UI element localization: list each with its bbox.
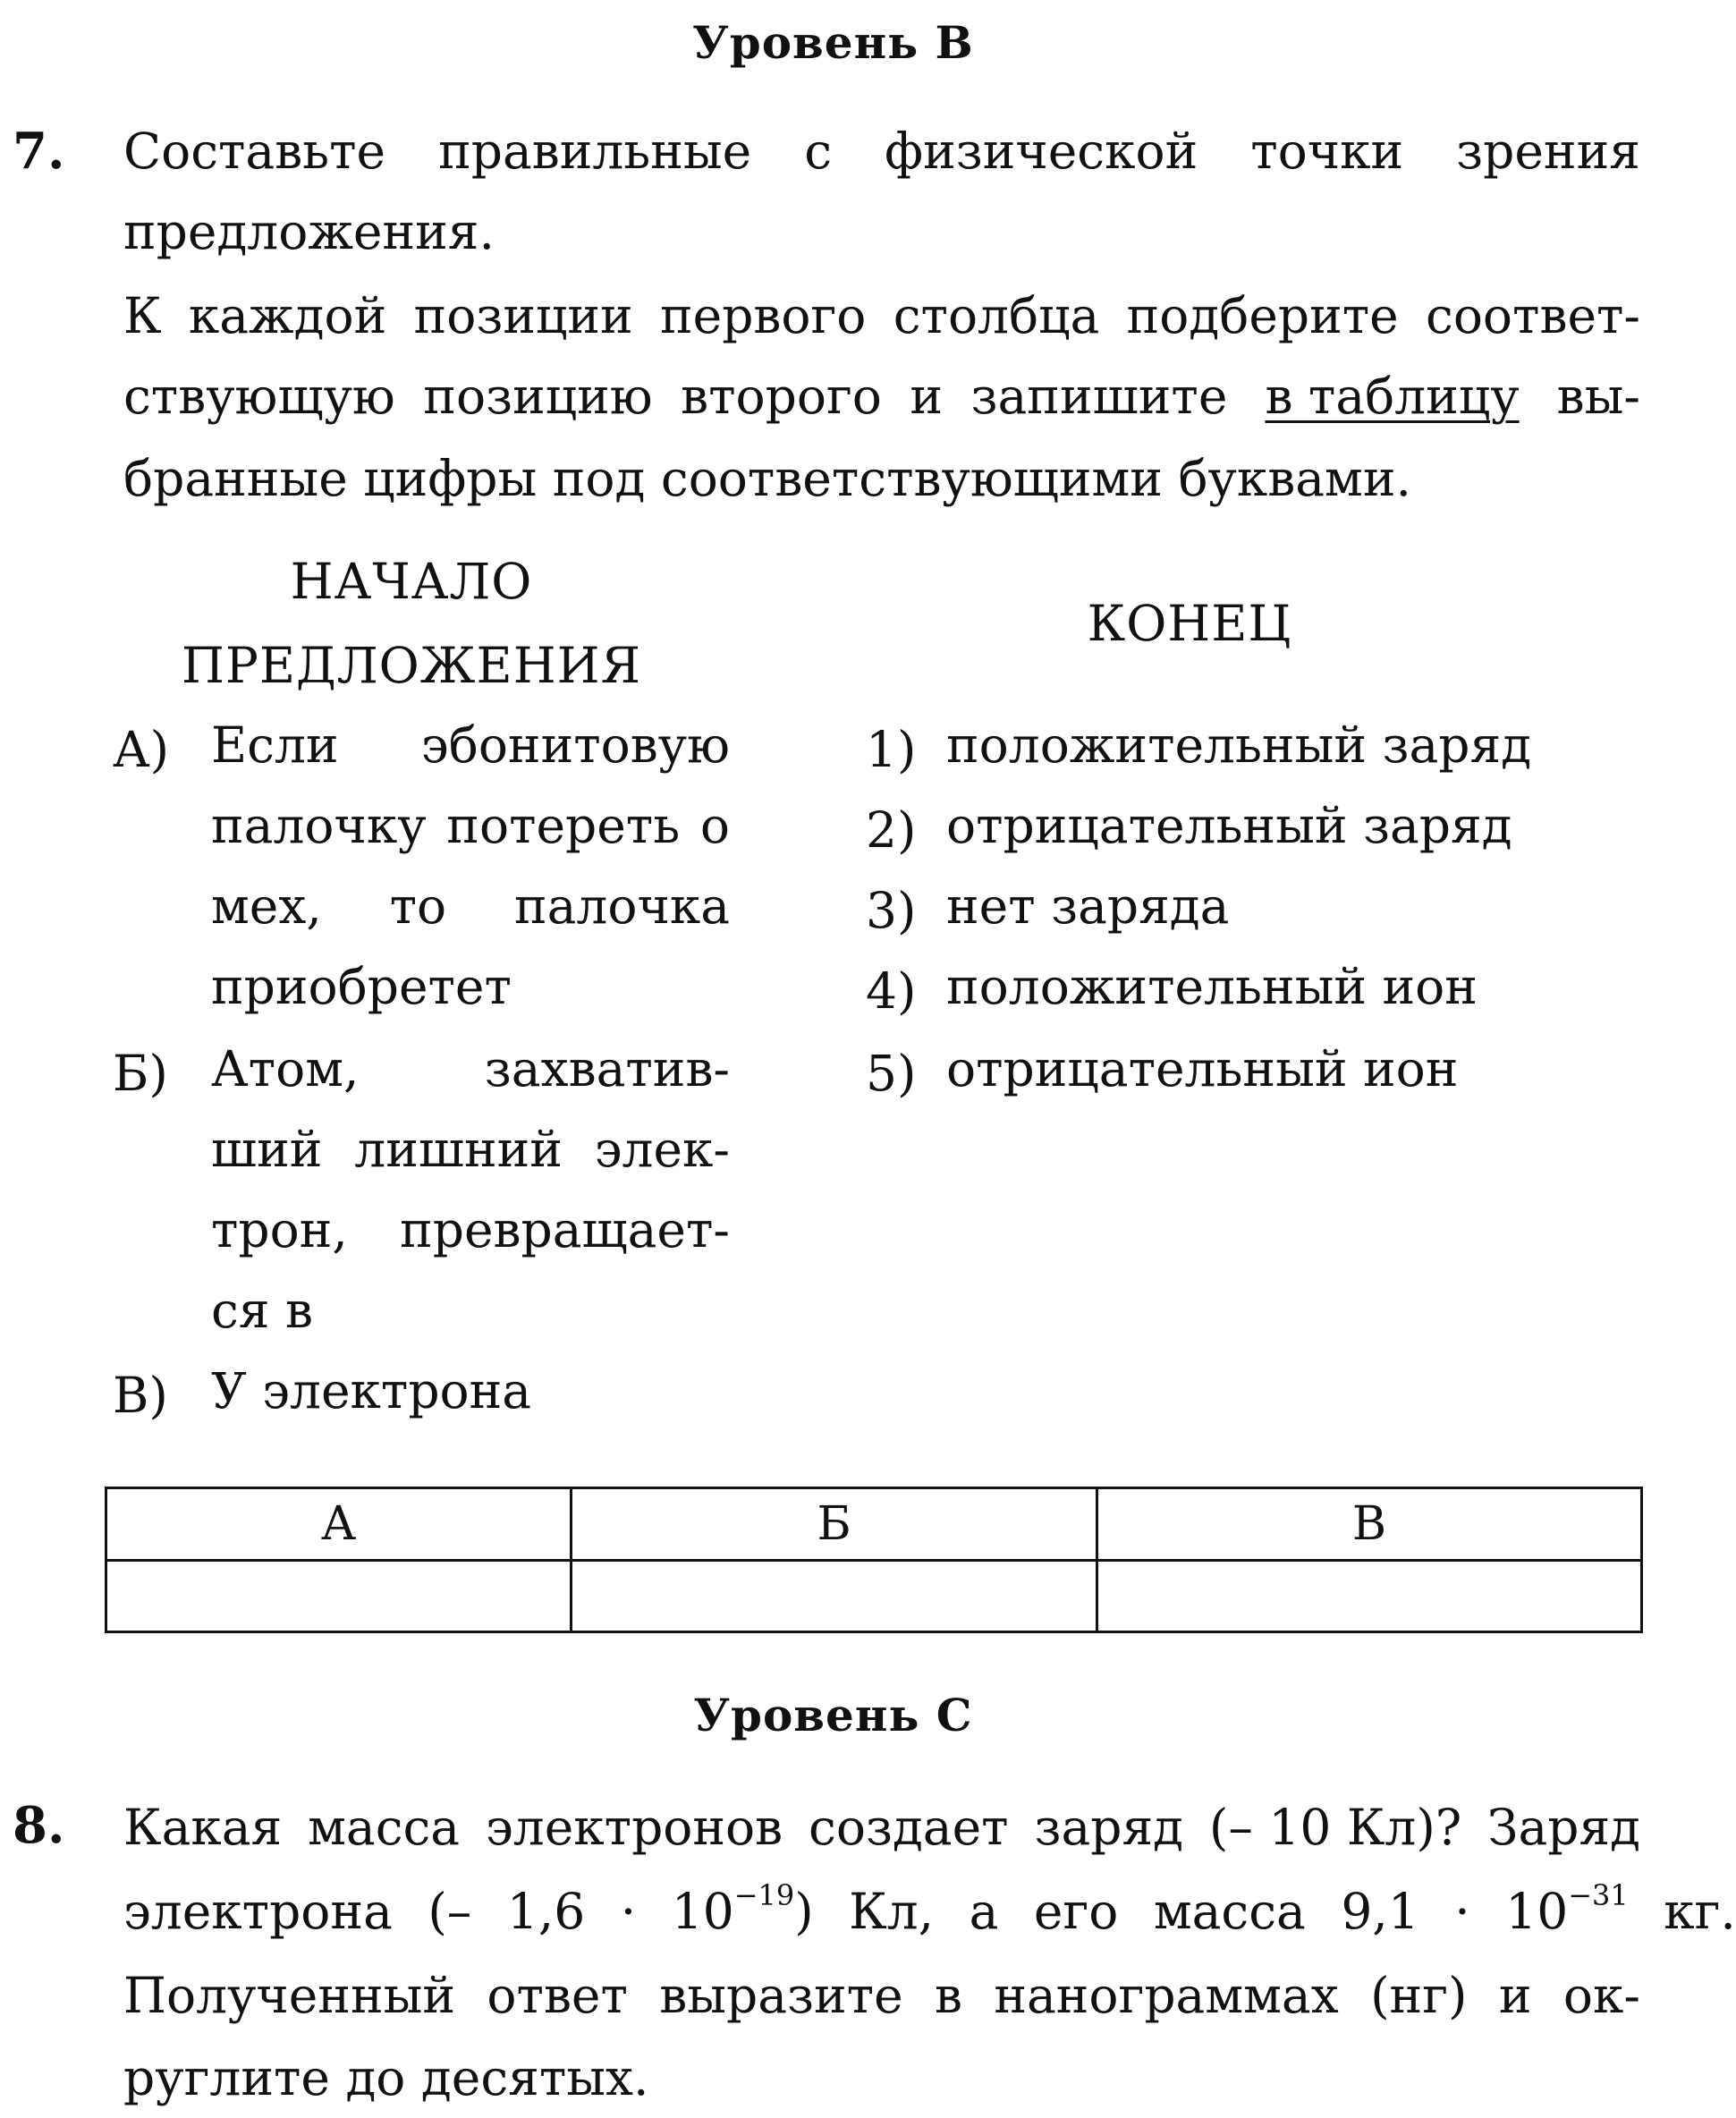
ending-5-number: 5) [866, 1045, 917, 1102]
task-8-line-2: электрона (– $1,6 \cdot 10^{-19}$) Кл, а его масса $9,1 \cdot 10^{-31}$ кг. [123, 1878, 1736, 1940]
start-b-line-2: ший лишний элек- [211, 1121, 730, 1178]
ending-3-text: нет заряда [946, 877, 1230, 935]
start-a-line-4: приобретет [211, 958, 512, 1015]
ending-2-text: отрицательный заряд [946, 797, 1512, 854]
answer-header-a: А [106, 1488, 572, 1561]
start-a-line-1: Если эбонитовую [211, 716, 730, 774]
ending-1-number: 1) [866, 721, 917, 778]
right-column-header: КОНЕЦ [1087, 595, 1292, 652]
answer-cell-a[interactable] [106, 1561, 572, 1632]
exponent-electron-mass: −31 [1568, 1878, 1629, 1912]
left-column-header-line-1: НАЧАЛО [290, 553, 533, 610]
start-b-line-3: трон, превращает- [211, 1201, 730, 1258]
task-7-instruction-line-3: бранные цифры под соответствующими буквами. [123, 450, 1411, 507]
ending-5-text: отрицательный ион [946, 1040, 1459, 1097]
left-column-header-line-2: ПРЕДЛОЖЕНИЯ [181, 637, 642, 694]
task-8-line-3: Полученный ответ выразите в нанограммах (нг) и ок- [123, 1967, 1640, 2024]
task-7-intro-line-1: Составьте правильные с физической точки зрения [123, 123, 1640, 180]
answer-header-b: Б [572, 1488, 1097, 1561]
start-v-line-1: У электрона [211, 1362, 532, 1419]
start-b-line-4: ся в [211, 1282, 313, 1339]
task-7-instruction-line-1: К каждой позиции первого столбца подберите соответ- [123, 287, 1640, 344]
level-b-title: Уровень В [692, 16, 974, 69]
task-8-line-1: Какая масса электронов создает заряд (– 10 Кл)? Заряд [123, 1799, 1640, 1856]
answer-cell-b[interactable] [572, 1561, 1097, 1632]
ending-2-number: 2) [866, 801, 917, 859]
answer-table [105, 1487, 1643, 1633]
ending-3-number: 3) [866, 882, 917, 939]
task-8-number: 8. [13, 1796, 65, 1855]
level-c-title: Уровень С [693, 1689, 973, 1741]
task-7-instruction-line-2: ствующую позицию второго и запишите в таблицу вы- [123, 368, 1640, 425]
answer-table-value-row [106, 1561, 1642, 1632]
answer-table-header-row [106, 1488, 1642, 1561]
answer-cell-v[interactable] [1097, 1561, 1642, 1632]
answer-header-v: В [1097, 1488, 1642, 1561]
task-8-line-4: руглите до десятых. [123, 2049, 649, 2106]
task-7-number: 7. [13, 122, 65, 181]
ending-4-number: 4) [866, 962, 917, 1020]
start-a-line-2: палочку потереть о [211, 797, 730, 854]
start-a-letter: А) [113, 721, 170, 778]
start-b-line-1: Атом, захватив- [211, 1040, 730, 1097]
ending-4-text: положительный ион [946, 958, 1478, 1015]
start-b-letter: Б) [113, 1045, 168, 1102]
start-v-letter: В) [113, 1367, 168, 1424]
start-a-line-3: мех, то палочка [211, 877, 730, 935]
exponent-electron-charge: −19 [733, 1878, 795, 1912]
task-7-intro-line-2: предложения. [123, 203, 495, 260]
underlined-table-ref: в таблицу [1265, 368, 1520, 425]
ending-1-text: положительный заряд [946, 716, 1532, 774]
